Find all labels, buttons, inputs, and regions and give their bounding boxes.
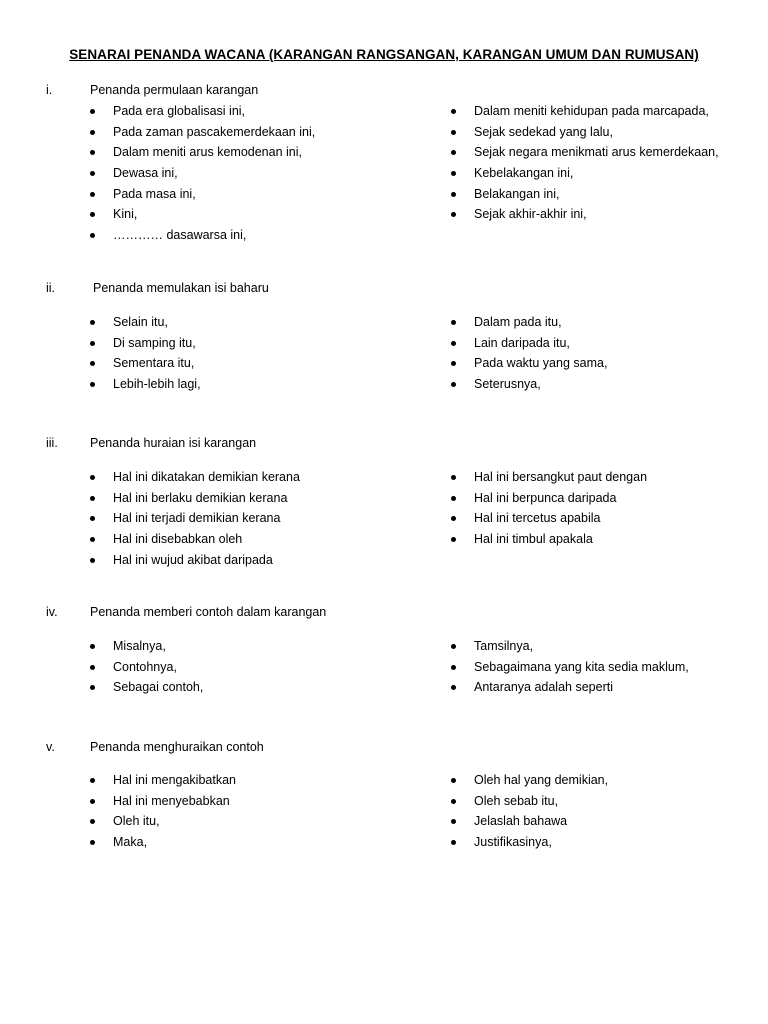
list-item: Dewasa ini, xyxy=(88,163,315,184)
list-item: Justifikasinya, xyxy=(449,832,608,853)
list-item: Dalam pada itu, xyxy=(449,312,607,333)
list-item: Sebagai contoh, xyxy=(88,677,203,698)
section-numeral: i. xyxy=(46,83,53,97)
list-item: Hal ini timbul apakala xyxy=(449,529,647,550)
list-item: Contohnya, xyxy=(88,657,203,678)
left-bullet-list xyxy=(88,636,203,698)
right-bullet-list xyxy=(449,312,607,395)
list-item: Pada masa ini, xyxy=(88,184,315,205)
section-heading: Penanda memberi contoh dalam karangan xyxy=(90,605,327,619)
list-item: Maka, xyxy=(88,832,236,853)
list-item: Oleh hal yang demikian, xyxy=(449,770,608,791)
left-bullet-list xyxy=(88,101,315,246)
list-item: Kini, xyxy=(88,204,315,225)
right-bullet-list xyxy=(449,467,647,550)
list-item: Selain itu, xyxy=(88,312,201,333)
section-numeral: v. xyxy=(46,740,55,754)
list-item: Hal ini mengakibatkan xyxy=(88,770,236,791)
list-item: Antaranya adalah seperti xyxy=(449,677,689,698)
list-item: Pada waktu yang sama, xyxy=(449,353,607,374)
right-bullet-list xyxy=(449,770,608,853)
list-item: Sejak sedekad yang lalu, xyxy=(449,122,719,143)
section-heading: Penanda menghuraikan contoh xyxy=(90,740,264,754)
section-heading: Penanda permulaan karangan xyxy=(90,83,259,97)
section-heading: Penanda huraian isi karangan xyxy=(90,436,257,450)
list-item: Hal ini terjadi demikian kerana xyxy=(88,508,300,529)
list-item: Hal ini berlaku demikian kerana xyxy=(88,488,300,509)
left-bullet-list xyxy=(88,770,236,853)
list-item: Jelaslah bahawa xyxy=(449,811,608,832)
list-item: ………… dasawarsa ini, xyxy=(88,225,315,246)
list-item: Oleh itu, xyxy=(88,811,236,832)
section-numeral: iii. xyxy=(46,436,58,450)
list-item: Dalam meniti arus kemodenan ini, xyxy=(88,142,315,163)
left-bullet-list xyxy=(88,312,201,395)
list-item: Lebih-lebih lagi, xyxy=(88,374,201,395)
section-numeral: iv. xyxy=(46,605,58,619)
list-item: Hal ini disebabkan oleh xyxy=(88,529,300,550)
list-item: Hal ini berpunca daripada xyxy=(449,488,647,509)
list-item: Seterusnya, xyxy=(449,374,607,395)
list-item: Misalnya, xyxy=(88,636,203,657)
section-heading: Penanda memulakan isi baharu xyxy=(93,281,269,295)
list-item: Sebagaimana yang kita sedia maklum, xyxy=(449,657,689,678)
right-bullet-list xyxy=(449,636,689,698)
left-bullet-list xyxy=(88,467,300,570)
right-bullet-list xyxy=(449,101,719,225)
list-item: Oleh sebab itu, xyxy=(449,791,608,812)
list-item: Kebelakangan ini, xyxy=(449,163,719,184)
list-item: Sejak negara menikmati arus kemerdekaan, xyxy=(449,142,719,163)
list-item: Sementara itu, xyxy=(88,353,201,374)
list-item: Hal ini dikatakan demikian kerana xyxy=(88,467,300,488)
list-item: Hal ini tercetus apabila xyxy=(449,508,647,529)
list-item: Lain daripada itu, xyxy=(449,333,607,354)
section-numeral: ii. xyxy=(46,281,56,295)
list-item: Hal ini menyebabkan xyxy=(88,791,236,812)
document-title: SENARAI PENANDA WACANA (KARANGAN RANGSANGAN, KARANGAN UMUM DAN RUMUSAN) xyxy=(69,47,699,62)
list-item: Pada zaman pascakemerdekaan ini, xyxy=(88,122,315,143)
list-item: Di samping itu, xyxy=(88,333,201,354)
list-item: Tamsilnya, xyxy=(449,636,689,657)
list-item: Sejak akhir-akhir ini, xyxy=(449,204,719,225)
list-item: Pada era globalisasi ini, xyxy=(88,101,315,122)
list-item: Hal ini bersangkut paut dengan xyxy=(449,467,647,488)
list-item: Dalam meniti kehidupan pada marcapada, xyxy=(449,101,719,122)
list-item: Belakangan ini, xyxy=(449,184,719,205)
list-item: Hal ini wujud akibat daripada xyxy=(88,550,300,571)
